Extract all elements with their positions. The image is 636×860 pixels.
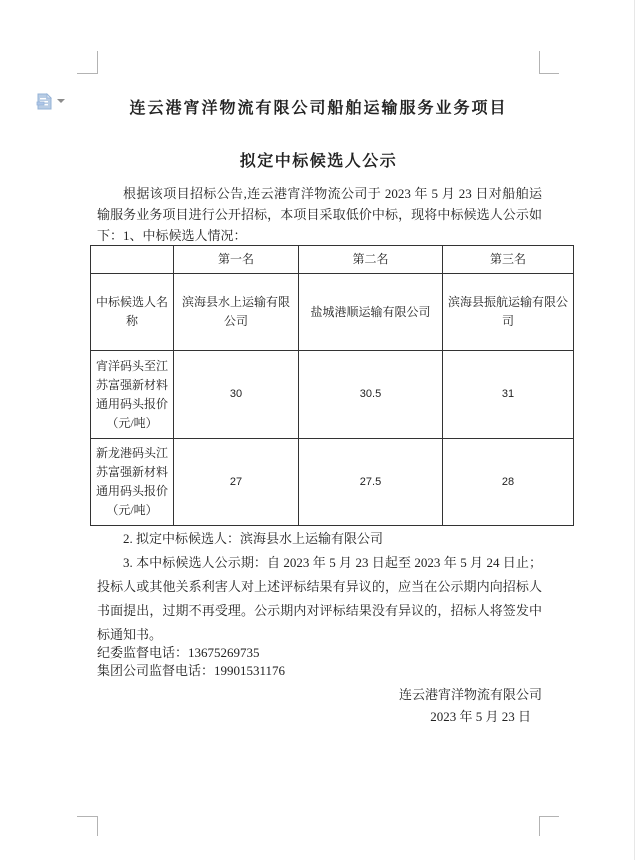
table-row-candidate-names [91, 274, 574, 351]
table-header-cell-first: 第一名 [174, 246, 299, 274]
supervision-phones [97, 644, 542, 680]
group-phone-line: 集团公司监督电话：19901531176 [97, 663, 286, 678]
table-header-cell-third: 第三名 [443, 246, 574, 274]
candidate-2-name: 盐城港顺运输有限公司 [299, 274, 443, 351]
row-label-candidate-name: 中标候选人名称 [91, 274, 174, 351]
item2-text: 2. 拟定中标候选人：滨海县水上运输有限公司 [123, 531, 384, 546]
signature-date: 2023 年 5 月 23 日 [430, 709, 531, 724]
margin-crop-mark-top-left [77, 51, 98, 74]
document-title: 连云港宵洋物流有限公司船舶运输服务业务项目 [129, 100, 508, 117]
price-xinlonggang-candidate-1: 27 [174, 439, 299, 526]
price-xinlonggang-candidate-2: 27.5 [299, 439, 443, 526]
margin-crop-mark-bottom-right [539, 816, 559, 836]
price-xinlonggang-candidate-3: 28 [443, 439, 574, 526]
price-xiaoyang-candidate-2: 30.5 [299, 351, 443, 439]
item1-heading: 1、中标候选人情况： [123, 228, 247, 243]
signature-company: 连云港宵洋物流有限公司 [398, 687, 542, 702]
discipline-phone-line: 纪委监督电话：13675269735 [97, 645, 260, 660]
margin-crop-mark-bottom-left [77, 816, 98, 836]
margin-crop-mark-top-right [539, 51, 559, 74]
row-label-price-xinlonggang: 新龙港码头江苏富强新材料通用码头报价（元/吨） [91, 439, 174, 526]
candidate-3-name: 滨海县振航运输有限公司 [443, 274, 574, 351]
table-row-price-xiaoyang [91, 351, 574, 439]
candidate-1-name: 滨海县水上运输有限公司 [174, 274, 299, 351]
intro-paragraph: 根据该项目招标公告,连云港宵洋物流公司于 2023 年 5 月 23 日对船舶运输服务业务项目进行公开招标，本项目采取低价中标，现将中标候选人公示如下： [97, 186, 542, 243]
table-row-price-xinlonggang [91, 439, 574, 526]
price-xiaoyang-candidate-3: 31 [443, 351, 574, 439]
page-right-edge [634, 0, 635, 860]
item3-text: 3. 本中标候选人公示期：自 2023 年 5 月 23 日起至 2023 年 5 月 24 日止；投标人或其他关系利害人对上述评标结果有异议的，应当在公示期内向招标人书面提出，过期不再受理。公示期内对评标结果没有异议的，招标人将签发中标通知书。 [97, 555, 542, 642]
document-subtitle: 拟定中标候选人公示 [239, 153, 398, 170]
chevron-down-icon [57, 99, 65, 103]
row-label-price-xiaoyang: 宵洋码头至江苏富强新材料通用码头报价（元/吨） [91, 351, 174, 439]
price-xiaoyang-candidate-1: 30 [174, 351, 299, 439]
signature-block [97, 684, 542, 728]
bid-candidates-table [90, 245, 574, 526]
table-header-cell-second: 第二名 [299, 246, 443, 274]
table-header-cell-empty [91, 246, 174, 274]
paste-options-button[interactable] [36, 92, 68, 112]
table-header-row [91, 246, 574, 274]
